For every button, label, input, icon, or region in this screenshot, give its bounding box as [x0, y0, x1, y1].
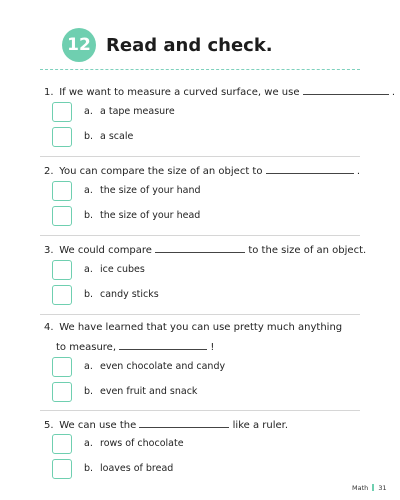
- answer-blank-2: [266, 164, 354, 174]
- checkbox-1b[interactable]: [52, 127, 72, 147]
- question-separator: [40, 156, 360, 157]
- question-5-option-a[interactable]: a. rows of chocolate: [52, 433, 184, 454]
- checkbox-5a[interactable]: [52, 434, 72, 454]
- checkbox-5b[interactable]: [52, 459, 72, 479]
- question-separator: [40, 235, 360, 236]
- question-1: 1. If we want to measure a curved surface, we use .: [44, 87, 396, 98]
- question-2-option-b[interactable]: b. the size of your head: [52, 205, 200, 226]
- question-4-option-b[interactable]: b. even fruit and snack: [52, 381, 197, 402]
- question-3-option-a[interactable]: a. ice cubes: [52, 259, 145, 280]
- checkbox-4b[interactable]: [52, 382, 72, 402]
- question-2-option-a[interactable]: a. the size of your hand: [52, 180, 201, 201]
- exercise-header: [62, 28, 273, 62]
- answer-blank-4: [119, 340, 207, 350]
- answer-blank-1: [303, 85, 389, 95]
- question-4-option-a[interactable]: a. even chocolate and candy: [52, 356, 225, 377]
- answer-blank-5: [139, 418, 229, 428]
- question-1-option-a[interactable]: a. a tape measure: [52, 101, 175, 122]
- checkbox-2a[interactable]: [52, 181, 72, 201]
- question-3-option-b[interactable]: b. candy sticks: [52, 284, 159, 305]
- question-5-option-b[interactable]: b. loaves of bread: [52, 458, 173, 479]
- question-5: 5. We can use the like a ruler.: [44, 420, 289, 431]
- footer-subject: Math: [352, 484, 369, 492]
- checkbox-1a[interactable]: [52, 102, 72, 122]
- header-divider: [40, 69, 360, 70]
- checkbox-3b[interactable]: [52, 285, 72, 305]
- question-3: 3. We could compare to the size of an object.: [44, 245, 367, 256]
- question-separator: [40, 410, 360, 411]
- question-4-line-2: to measure, !: [56, 342, 215, 353]
- checkbox-4a[interactable]: [52, 357, 72, 377]
- question-separator: [40, 314, 360, 315]
- checkbox-2b[interactable]: [52, 206, 72, 226]
- exercise-title: Read and check.: [106, 34, 273, 56]
- checkbox-3a[interactable]: [52, 260, 72, 280]
- answer-blank-3: [155, 243, 245, 253]
- page-number: 31: [378, 484, 387, 492]
- question-2: 2. You can compare the size of an object to .: [44, 166, 361, 177]
- footer-divider: [372, 484, 374, 491]
- page-footer: [352, 484, 387, 492]
- exercise-number-badge: 12: [62, 28, 96, 62]
- question-4: 4. We have learned that you can use pretty much anything: [44, 322, 343, 333]
- question-1-option-b[interactable]: b. a scale: [52, 126, 133, 147]
